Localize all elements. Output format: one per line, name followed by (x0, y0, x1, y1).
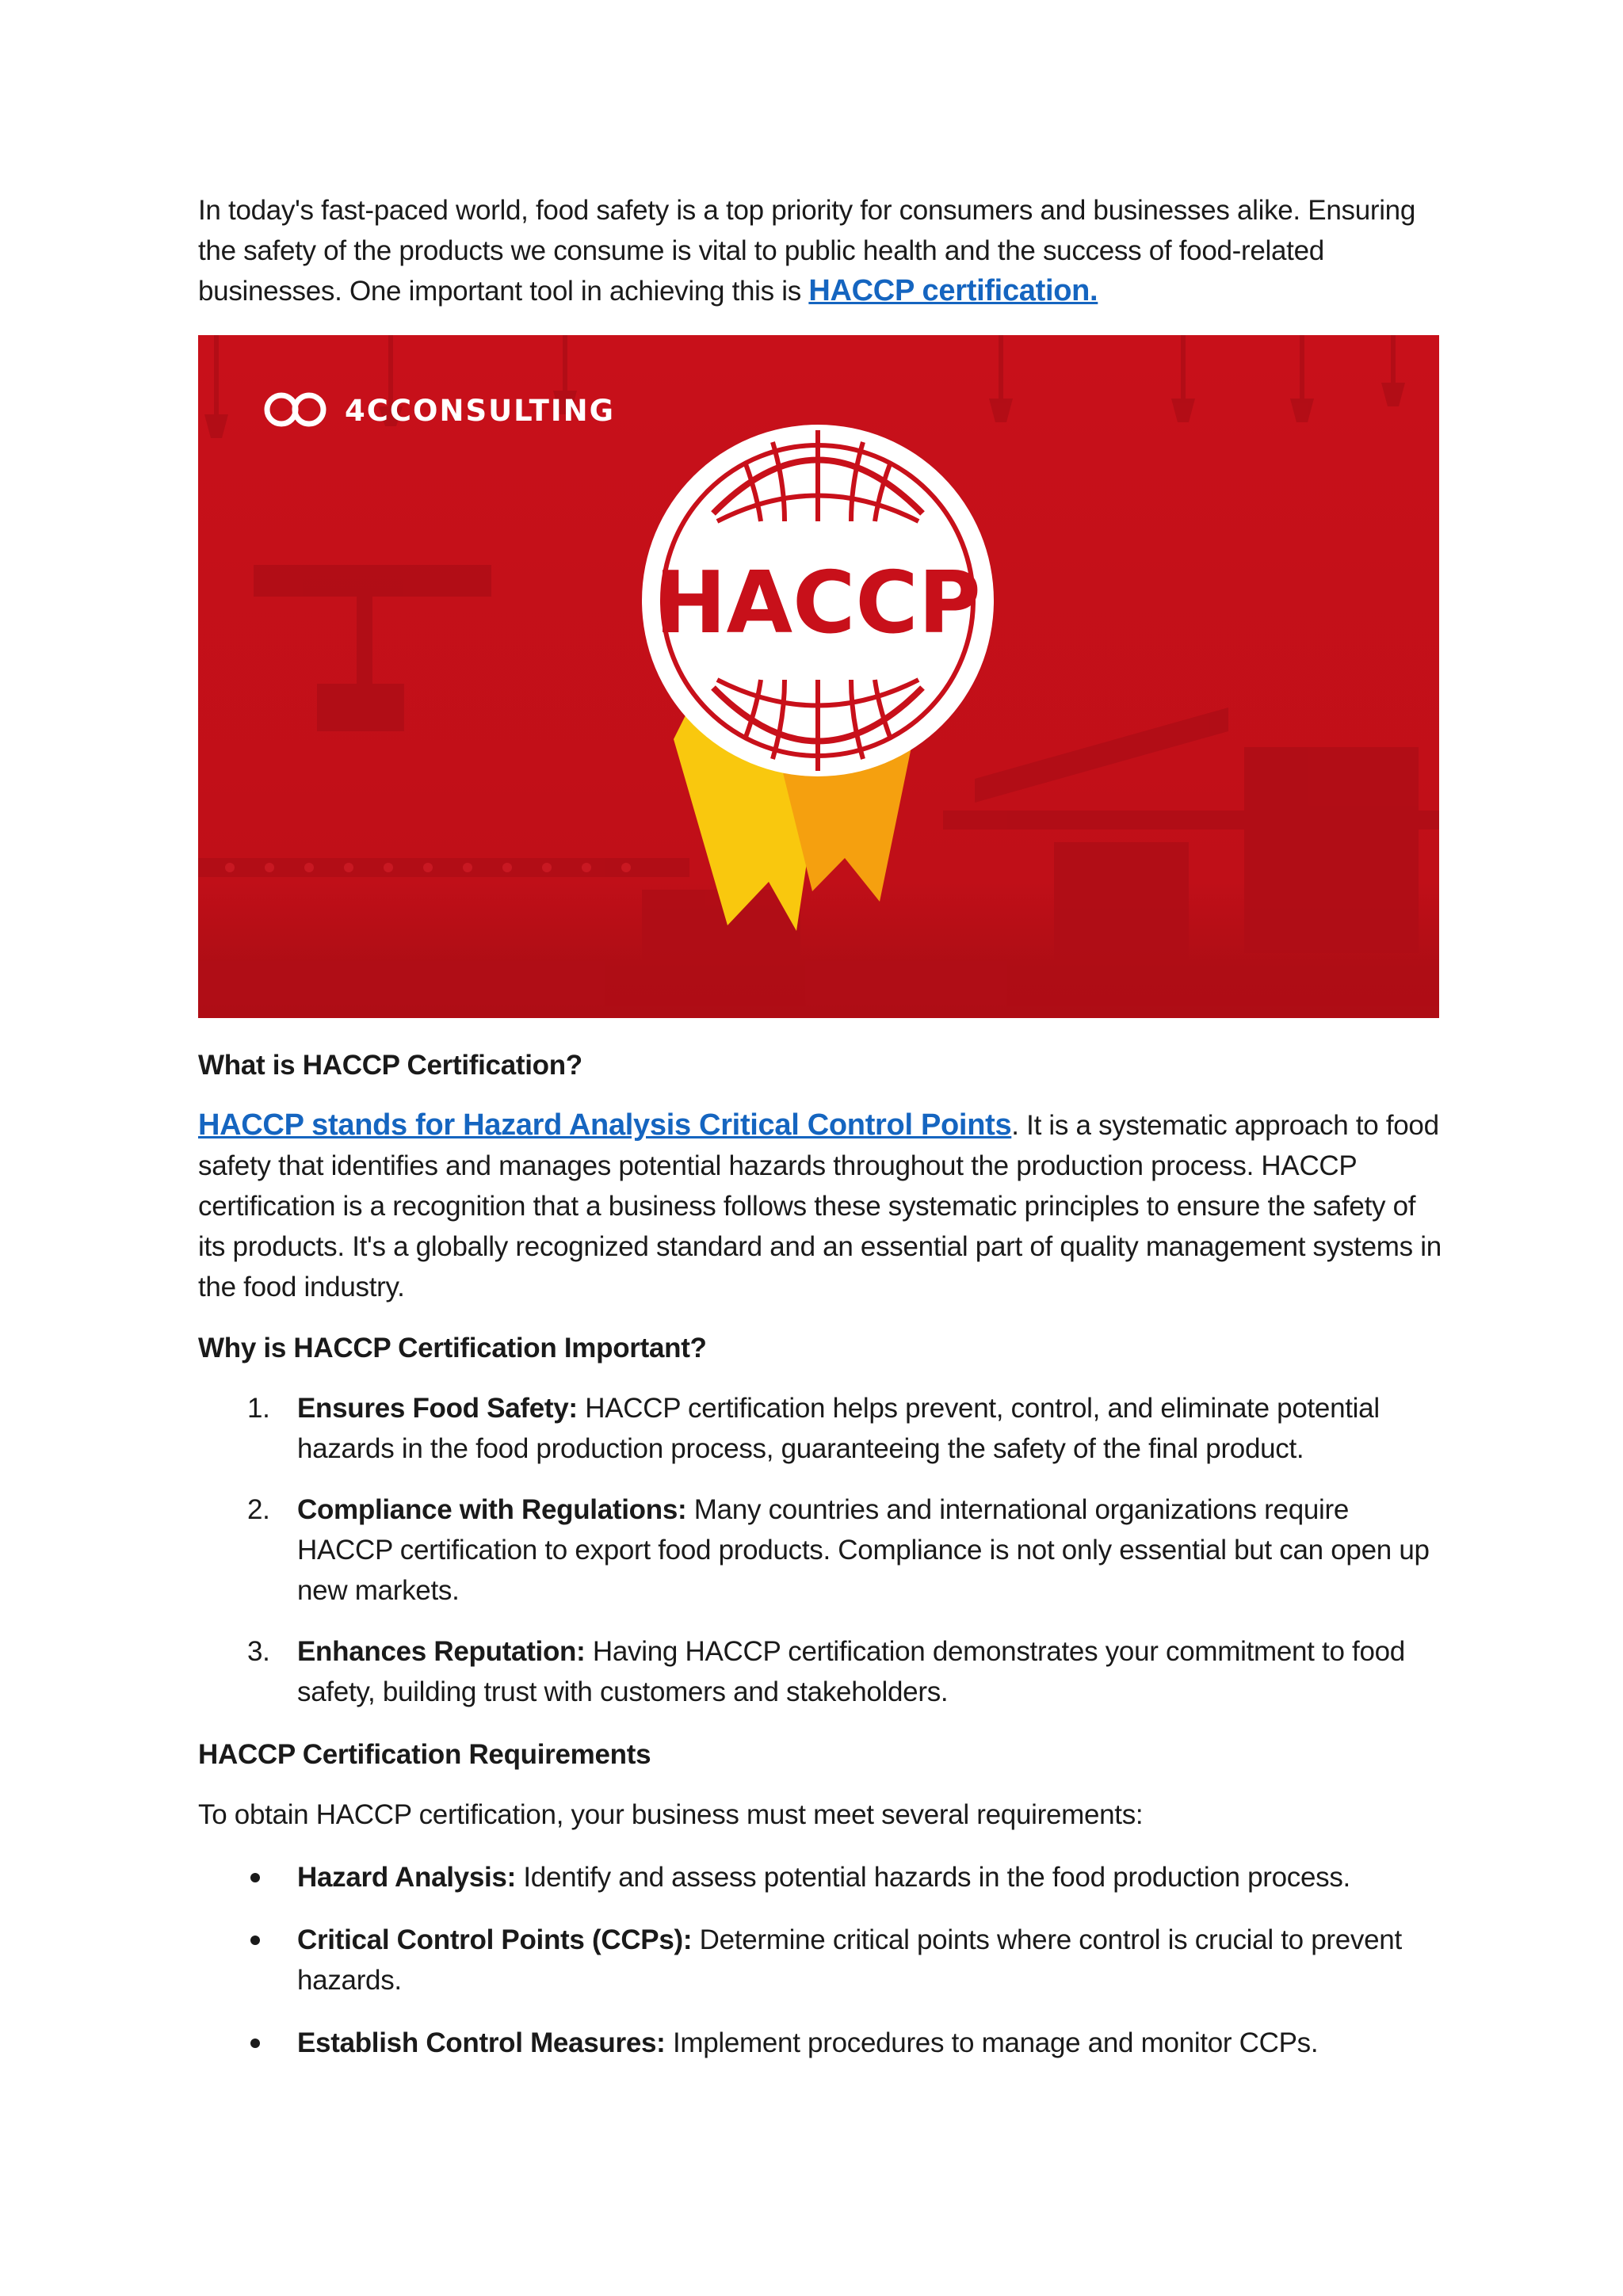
list-number: 1. (247, 1393, 270, 1424)
list-item (198, 1631, 1442, 1712)
bullet-icon (250, 2039, 260, 2048)
item-title: Enhances Reputation: (297, 1636, 586, 1667)
item-text: Identify and assess potential hazards in the food production process. (515, 1862, 1350, 1893)
list-item (198, 2023, 1442, 2063)
item-text: Many countries and international organizations require HACCP certification to export food products. Compliance is not only essential but can open up new markets. (297, 1494, 1430, 1606)
list-item (198, 1388, 1442, 1469)
importance-list (198, 1388, 1442, 1712)
item-title: Hazard Analysis: (297, 1862, 516, 1893)
haccp-certification-link[interactable]: HACCP certification. (808, 274, 1098, 307)
list-item (198, 1920, 1442, 2000)
item-text: HACCP certification helps prevent, control, and eliminate potential hazards in the food production process, guaranteeing the safety of the final product. (297, 1393, 1380, 1464)
item-title: Compliance with Regulations: (297, 1494, 687, 1525)
item-title: Critical Control Points (CCPs): (297, 1924, 693, 1955)
haccp-definition-link[interactable]: HACCP stands for Hazard Analysis Critical Control Points (198, 1108, 1012, 1142)
section-heading-what-is: What is HACCP Certification? (198, 1050, 582, 1081)
brand-name: 4CCONSULTING (345, 394, 615, 428)
item-text: Implement procedures to manage and monitor CCPs. (665, 2027, 1319, 2058)
list-item (198, 1489, 1442, 1611)
item-text: Determine critical points where control is crucial to prevent hazards. (297, 1924, 1402, 1996)
seal-text: HACCP (655, 554, 981, 653)
intro-text: In today's fast-paced world, food safety is a top priority for consumers and businesses alike. Ensuring the safety of the products we consume is vital to public health and the success of food-related businesses. One important tool in achieving this is (198, 195, 1416, 307)
definition-text: . It is a systematic approach to food safety that identifies and manages potential hazards throughout the production process. HACCP certification is a recognition that a business follows these systematic principles to ensure the safety of its products. It's a globally recognized standard and an essential part of quality management systems in the food industry. (198, 1110, 1442, 1302)
list-number: 2. (247, 1494, 270, 1525)
requirements-list (198, 1857, 1442, 2063)
list-item (198, 1857, 1442, 1897)
item-title: Ensures Food Safety: (297, 1393, 578, 1424)
requirements-intro: To obtain HACCP certification, your business must meet several requirements: (198, 1799, 1144, 1830)
list-number: 3. (247, 1636, 270, 1667)
section-paragraph-what-is (198, 1105, 1442, 1307)
item-text: Having HACCP certification demonstrates your commitment to food safety, building trust with customers and stakeholders. (297, 1636, 1405, 1707)
bullet-icon (250, 1936, 260, 1945)
section-heading-why-important: Why is HACCP Certification Important? (198, 1333, 707, 1363)
item-title: Establish Control Measures: (297, 2027, 666, 2058)
haccp-banner-image (198, 335, 1439, 1018)
intro-paragraph (198, 190, 1442, 311)
bullet-icon (250, 1873, 260, 1882)
haccp-seal-icon (642, 425, 994, 776)
article-body (198, 190, 1442, 2085)
section-heading-requirements: HACCP Certification Requirements (198, 1739, 651, 1770)
